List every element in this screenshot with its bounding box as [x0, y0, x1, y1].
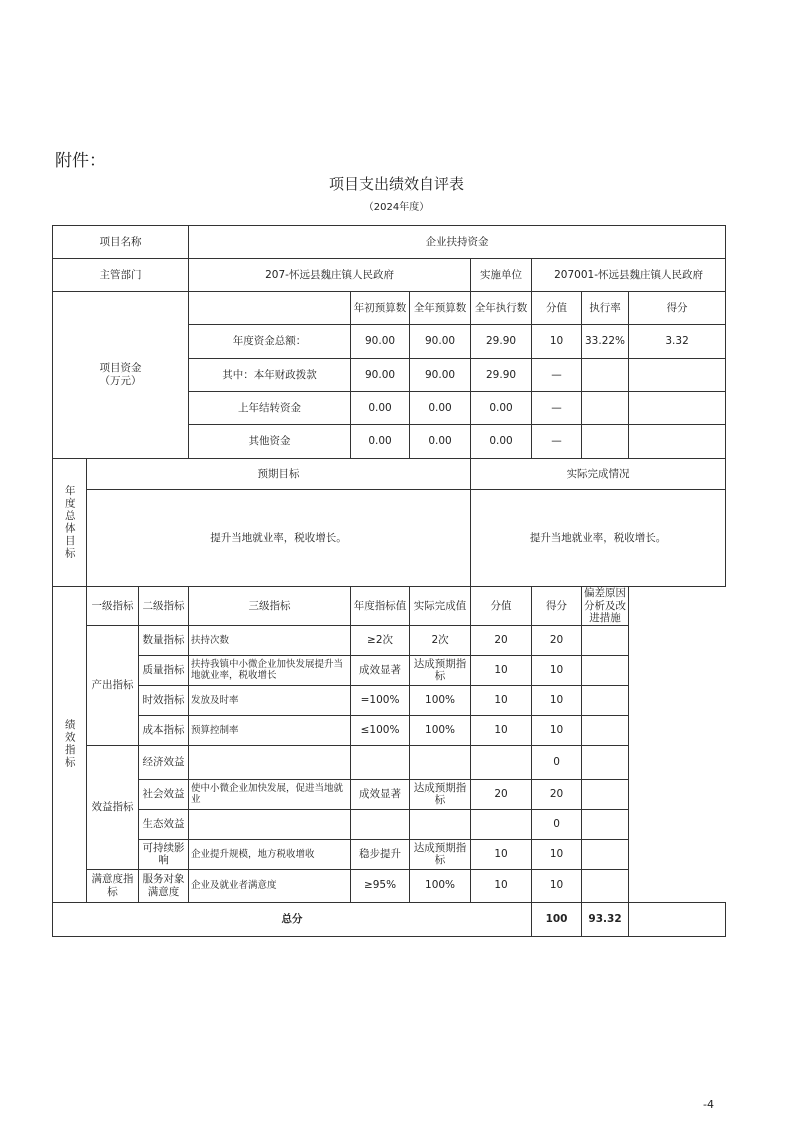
- note-cell: [582, 839, 629, 869]
- funds-header-value: 分值: [532, 292, 582, 325]
- funds-row-rate: 33.22%: [582, 325, 629, 359]
- target-cell: [351, 809, 410, 839]
- funds-row-name: 其他资金: [189, 425, 351, 459]
- funds-row-init: 90.00: [351, 359, 410, 392]
- value-cell: 20: [471, 625, 532, 655]
- score-cell: 10: [532, 869, 582, 902]
- funds-row-exec: 0.00: [471, 392, 532, 425]
- actual-cell: 达成预期指标: [410, 839, 471, 869]
- goals-label: 年度总体目标: [53, 459, 87, 587]
- funds-row-exec: 29.90: [471, 325, 532, 359]
- funds-header-rate: 执行率: [582, 292, 629, 325]
- expected-goal-header: 预期目标: [87, 459, 471, 490]
- level3-cell: 使中小微企业加快发展，促进当地就业: [189, 779, 351, 809]
- actual-cell: 2次: [410, 625, 471, 655]
- level2-cell: 成本指标: [139, 715, 189, 745]
- expected-goal-text: 提升当地就业率，税收增长。: [87, 490, 471, 587]
- funds-row-full: 0.00: [410, 392, 471, 425]
- value-cell: 10: [471, 869, 532, 902]
- actual-cell: [410, 809, 471, 839]
- level2-cell: 生态效益: [139, 809, 189, 839]
- funds-row-full: 90.00: [410, 359, 471, 392]
- level3-cell: 企业提升规模，地方税收增收: [189, 839, 351, 869]
- funds-row-exec: 29.90: [471, 359, 532, 392]
- header-score: 得分: [532, 587, 582, 626]
- level3-cell: 扶持我镇中小微企业加快发展提升当地就业率，税收增长: [189, 655, 351, 685]
- target-cell: =100%: [351, 685, 410, 715]
- funds-row-score: [629, 359, 726, 392]
- funds-header-exec: 全年执行数: [471, 292, 532, 325]
- header-level1: 一级指标: [87, 587, 139, 626]
- note-cell: [582, 779, 629, 809]
- funds-row-full: 0.00: [410, 425, 471, 459]
- note-cell: [582, 655, 629, 685]
- target-cell: ≤100%: [351, 715, 410, 745]
- funds-row-value: —: [532, 392, 582, 425]
- dept-label: 主管部门: [53, 259, 189, 292]
- actual-cell: 100%: [410, 685, 471, 715]
- total-note: [629, 902, 726, 936]
- funds-row-name: 年度资金总额：: [189, 325, 351, 359]
- actual-cell: 100%: [410, 869, 471, 902]
- level3-cell: 发放及时率: [189, 685, 351, 715]
- value-cell: 10: [471, 685, 532, 715]
- total-score: 93.32: [582, 902, 629, 936]
- level3-cell: 扶持次数: [189, 625, 351, 655]
- funds-header-init: 年初预算数: [351, 292, 410, 325]
- value-cell: 10: [471, 715, 532, 745]
- note-cell: [582, 625, 629, 655]
- page-number: -4: [703, 1098, 714, 1111]
- note-cell: [582, 869, 629, 902]
- funds-row-exec: 0.00: [471, 425, 532, 459]
- header-level3: 三级指标: [189, 587, 351, 626]
- note-cell: [582, 745, 629, 779]
- funds-row-rate: [582, 425, 629, 459]
- indicators-label: 绩效指标: [53, 587, 87, 903]
- actual-cell: 达成预期指标: [410, 655, 471, 685]
- funds-row-value: —: [532, 359, 582, 392]
- header-level2: 二级指标: [139, 587, 189, 626]
- header-value: 分值: [471, 587, 532, 626]
- score-cell: 20: [532, 779, 582, 809]
- note-cell: [582, 809, 629, 839]
- level2-cell: 可持续影响: [139, 839, 189, 869]
- funds-row-name: 其中：本年财政拨款: [189, 359, 351, 392]
- funds-row-init: 0.00: [351, 425, 410, 459]
- level3-cell: [189, 745, 351, 779]
- header-actual: 实际完成值: [410, 587, 471, 626]
- level3-cell: 预算控制率: [189, 715, 351, 745]
- funds-label: 项目资金 （万元）: [53, 292, 189, 459]
- actual-goal-text: 提升当地就业率，税收增长。: [471, 490, 726, 587]
- year-subtitle: （2024年度）: [363, 202, 430, 213]
- impl-value: 207001-怀远县魏庄镇人民政府: [532, 259, 726, 292]
- value-cell: 20: [471, 779, 532, 809]
- actual-cell: [410, 745, 471, 779]
- funds-row-init: 90.00: [351, 325, 410, 359]
- target-cell: 稳步提升: [351, 839, 410, 869]
- funds-row-score: [629, 392, 726, 425]
- satisfaction-indicator-label: 满意度指标: [87, 869, 139, 902]
- header-note: 偏差原因分析及改进措施: [582, 587, 629, 626]
- note-cell: [582, 685, 629, 715]
- level3-cell: 企业及就业者满意度: [189, 869, 351, 902]
- impl-label: 实施单位: [471, 259, 532, 292]
- level2-cell: 社会效益: [139, 779, 189, 809]
- value-cell: [471, 809, 532, 839]
- funds-header-score: 得分: [629, 292, 726, 325]
- score-cell: 10: [532, 715, 582, 745]
- level2-cell: 数量指标: [139, 625, 189, 655]
- score-cell: 10: [532, 655, 582, 685]
- actual-cell: 100%: [410, 715, 471, 745]
- level2-cell: 服务对象满意度: [139, 869, 189, 902]
- target-cell: ≥95%: [351, 869, 410, 902]
- funds-row-name: 上年结转资金: [189, 392, 351, 425]
- score-cell: 0: [532, 809, 582, 839]
- funds-row-full: 90.00: [410, 325, 471, 359]
- benefit-indicator-label: 效益指标: [87, 745, 139, 869]
- funds-row-rate: [582, 392, 629, 425]
- score-cell: 10: [532, 839, 582, 869]
- level3-cell: [189, 809, 351, 839]
- total-label: 总分: [53, 902, 532, 936]
- header-target: 年度指标值: [351, 587, 410, 626]
- actual-goal-header: 实际完成情况: [471, 459, 726, 490]
- target-cell: 成效显著: [351, 779, 410, 809]
- score-cell: 0: [532, 745, 582, 779]
- funds-row-score: 3.32: [629, 325, 726, 359]
- target-cell: 成效显著: [351, 655, 410, 685]
- total-value: 100: [532, 902, 582, 936]
- score-cell: 20: [532, 625, 582, 655]
- dept-value: 207-怀远县魏庄镇人民政府: [189, 259, 471, 292]
- target-cell: ≥2次: [351, 625, 410, 655]
- target-cell: [351, 745, 410, 779]
- funds-header-full: 全年预算数: [410, 292, 471, 325]
- level2-cell: 经济效益: [139, 745, 189, 779]
- funds-header-blank: [189, 292, 351, 325]
- score-cell: 10: [532, 685, 582, 715]
- funds-row-rate: [582, 359, 629, 392]
- evaluation-table: [52, 225, 726, 937]
- output-indicator-label: 产出指标: [87, 625, 139, 745]
- value-cell: 10: [471, 839, 532, 869]
- level2-cell: 质量指标: [139, 655, 189, 685]
- page-title: 项目支出绩效自评表: [328, 175, 464, 193]
- funds-row-value: —: [532, 425, 582, 459]
- project-name-label: 项目名称: [53, 226, 189, 259]
- actual-cell: 达成预期指标: [410, 779, 471, 809]
- project-name-value: 企业扶持资金: [189, 226, 726, 259]
- attachment-label: 附件：: [55, 151, 106, 171]
- value-cell: [471, 745, 532, 779]
- funds-row-init: 0.00: [351, 392, 410, 425]
- funds-row-value: 10: [532, 325, 582, 359]
- funds-row-score: [629, 425, 726, 459]
- level2-cell: 时效指标: [139, 685, 189, 715]
- note-cell: [582, 715, 629, 745]
- value-cell: 10: [471, 655, 532, 685]
